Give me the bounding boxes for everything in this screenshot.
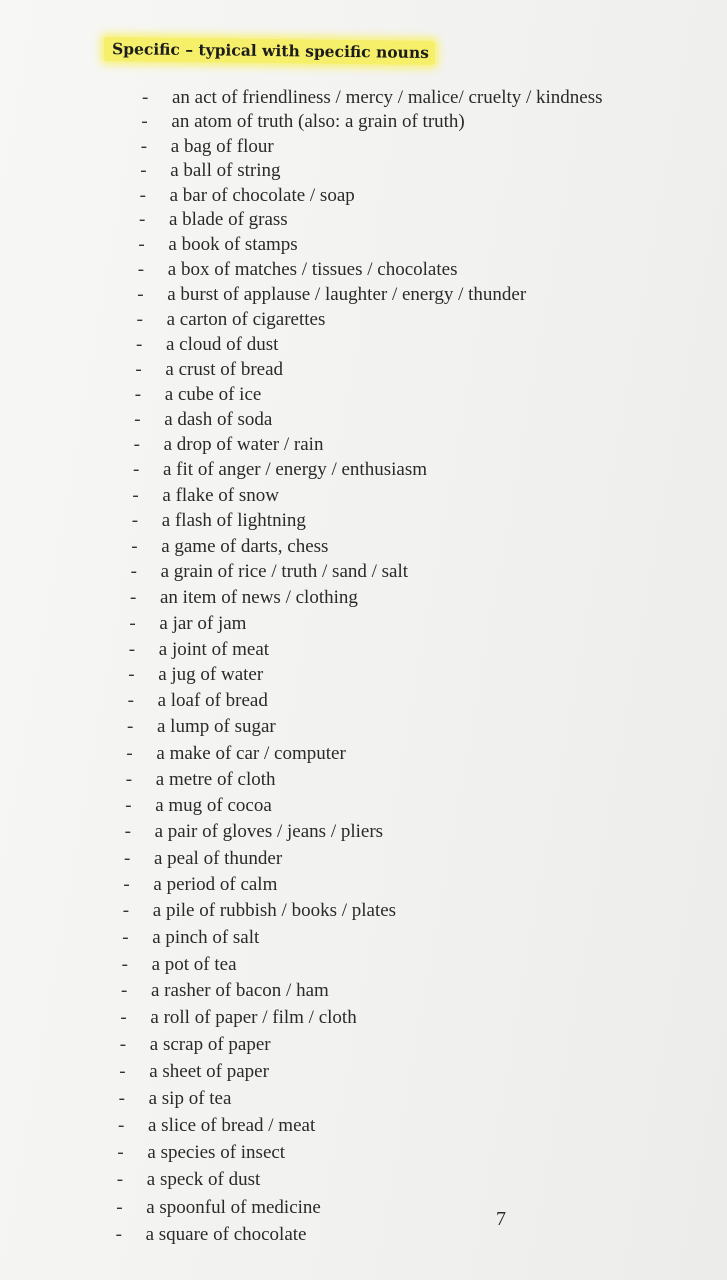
bullet-dash: - bbox=[125, 794, 132, 816]
bullet-dash: - bbox=[121, 953, 128, 975]
bullet-dash: - bbox=[137, 258, 145, 280]
list-item-text: a pile of rubbish / books / plates bbox=[152, 900, 397, 922]
bullet-dash: - bbox=[142, 87, 149, 108]
bullet-dash: - bbox=[134, 408, 141, 430]
bullet-dash: - bbox=[132, 484, 139, 506]
list-item-text: a burst of applause / laughter / energy / thunder bbox=[167, 283, 527, 305]
list-item-text: a box of matches / tissues / chocolates bbox=[167, 258, 458, 280]
list-item-text: a flake of snow bbox=[162, 484, 279, 506]
bullet-dash: - bbox=[116, 1169, 124, 1191]
list-item-text: a spoonful of medicine bbox=[146, 1196, 321, 1218]
bullet-dash: - bbox=[122, 927, 129, 948]
list-item-text: a pinch of salt bbox=[152, 927, 260, 948]
bullet-dash: - bbox=[137, 283, 144, 305]
bullet-dash: - bbox=[141, 111, 148, 133]
bullet-dash: - bbox=[139, 209, 146, 231]
bullet-dash: - bbox=[128, 638, 136, 660]
bullet-dash: - bbox=[117, 1142, 124, 1164]
bullet-dash: - bbox=[118, 1087, 125, 1109]
bullet-dash: - bbox=[120, 1007, 127, 1029]
list-item-text: a rasher of bacon / ham bbox=[151, 980, 329, 1002]
list-item-text: a ball of string bbox=[170, 160, 281, 182]
list-item-text: a mug of cocoa bbox=[155, 794, 272, 816]
list-item-text: a cloud of dust bbox=[166, 333, 279, 355]
list-item-text: a dash of soda bbox=[164, 408, 273, 430]
list-item-text: a period of calm bbox=[153, 873, 278, 895]
list-item-text: an atom of truth (also: a grain of truth) bbox=[171, 111, 465, 133]
list-item-text: a jar of jam bbox=[159, 612, 247, 634]
list-item-text: a sip of tea bbox=[148, 1087, 232, 1109]
bullet-dash: - bbox=[136, 308, 143, 330]
list-item-text: a crust of bread bbox=[165, 358, 284, 380]
list-item-text: a roll of paper / film / cloth bbox=[150, 1007, 357, 1029]
bullet-dash: - bbox=[130, 587, 137, 608]
bullet-dash: - bbox=[115, 1224, 122, 1245]
bullet-dash: - bbox=[135, 358, 142, 380]
bullet-dash: - bbox=[128, 664, 135, 686]
bullet-dash: - bbox=[139, 184, 146, 206]
bullet-dash: - bbox=[133, 459, 140, 481]
list-item-text: a sheet of paper bbox=[149, 1060, 269, 1082]
bullet-dash: - bbox=[118, 1115, 125, 1136]
list-item-text: a make of car / computer bbox=[156, 742, 346, 764]
bullet-dash: - bbox=[131, 510, 139, 532]
bullet-dash: - bbox=[140, 160, 147, 182]
list-item-text: a pot of tea bbox=[151, 953, 237, 975]
bullet-dash: - bbox=[125, 768, 133, 790]
list-item-text: a lump of sugar bbox=[157, 716, 276, 738]
list-item-text: a species of insect bbox=[147, 1142, 286, 1164]
list-item-text: a grain of rice / truth / sand / salt bbox=[160, 561, 409, 583]
list-item-text: a flash of lightning bbox=[161, 510, 306, 532]
bullet-dash: - bbox=[136, 333, 143, 355]
list-item-text: a game of darts, chess bbox=[161, 535, 329, 557]
bullet-dash: - bbox=[130, 561, 137, 583]
list-item-text: an act of friendliness / mercy / malice/ cruelty / kindness bbox=[172, 87, 603, 108]
list-item-text: a bar of chocolate / soap bbox=[169, 184, 355, 206]
bullet-dash: - bbox=[129, 612, 136, 634]
list-item-text: a pair of gloves / jeans / pliers bbox=[154, 821, 384, 843]
list-item-text: a cube of ice bbox=[164, 383, 262, 405]
list-item-text: a metre of cloth bbox=[155, 768, 276, 790]
bullet-dash: - bbox=[133, 434, 140, 456]
list-item-text: an item of news / clothing bbox=[160, 587, 358, 608]
bullet-dash: - bbox=[127, 690, 134, 712]
bullet-dash: - bbox=[116, 1196, 123, 1218]
list-item-text: a carton of cigarettes bbox=[166, 308, 326, 330]
bullet-dash: - bbox=[134, 383, 142, 405]
bullet-dash: - bbox=[124, 821, 131, 843]
page-number: 7 bbox=[496, 1208, 506, 1230]
bullet-dash: - bbox=[138, 234, 145, 256]
list-item-text: a bag of flour bbox=[170, 135, 274, 157]
list-item-text: a slice of bread / meat bbox=[148, 1115, 316, 1136]
bullet-dash: - bbox=[140, 135, 148, 157]
list-item-text: a fit of anger / energy / enthusiasm bbox=[163, 459, 427, 481]
bullet-dash: - bbox=[123, 873, 130, 895]
bullet-dash: - bbox=[127, 716, 134, 738]
bullet-dash: - bbox=[119, 1034, 127, 1055]
list-item-text: a book of stamps bbox=[168, 234, 298, 256]
list-item-text: a speck of dust bbox=[146, 1169, 261, 1191]
list-item-text: a jug of water bbox=[158, 664, 264, 686]
list-item-text: a peal of thunder bbox=[154, 847, 283, 869]
list-item-text: a scrap of paper bbox=[149, 1034, 271, 1055]
bullet-dash: - bbox=[121, 980, 128, 1002]
list-item-text: a square of chocolate bbox=[145, 1224, 307, 1245]
bullet-dash: - bbox=[122, 900, 130, 922]
list-item-text: a joint of meat bbox=[158, 638, 270, 660]
bullet-dash: - bbox=[126, 742, 133, 764]
bullet-dash: - bbox=[119, 1060, 126, 1082]
bullet-dash: - bbox=[131, 535, 138, 557]
list-item-text: a drop of water / rain bbox=[163, 434, 324, 456]
bullet-dash: - bbox=[124, 847, 131, 869]
list-item-text: a blade of grass bbox=[169, 209, 288, 231]
list-item-text: a loaf of bread bbox=[157, 690, 268, 712]
section-heading: Specific – typical with specific nouns bbox=[104, 37, 435, 65]
